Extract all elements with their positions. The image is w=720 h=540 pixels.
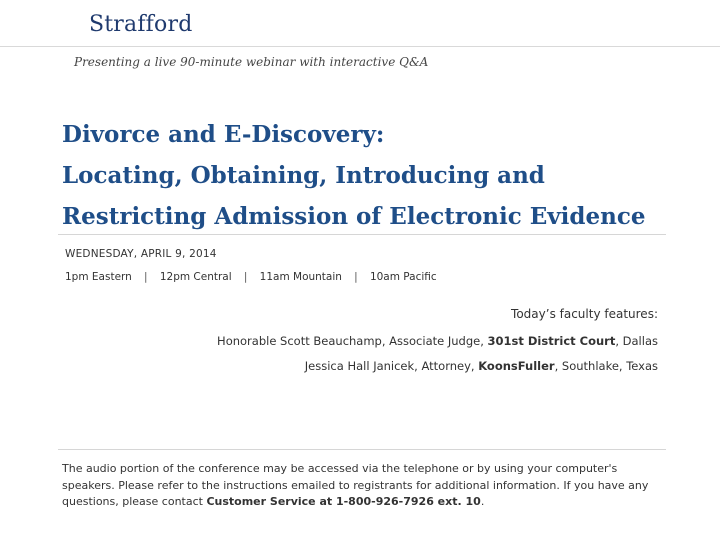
footer-divider (58, 449, 666, 450)
time-pacific: 10am Pacific (369, 271, 437, 283)
audio-instructions (62, 461, 662, 511)
webinar-date: WEDNESDAY, APRIL 9, 2014 (65, 248, 217, 260)
time-central: 12pm Central (159, 271, 232, 283)
title-line-2: Locating, Obtaining, Introducing and (62, 162, 545, 189)
customer-service-contact: Customer Service at 1-800-926-7926 ext. 10 (206, 495, 481, 508)
faculty-name-role: Jessica Hall Janicek, Attorney, (304, 359, 479, 373)
title-line-3: Restricting Admission of Electronic Evidence (62, 203, 646, 230)
header-divider (0, 46, 720, 47)
webinar-tagline: Presenting a live 90-minute webinar with interactive Q&A (74, 55, 429, 69)
time-separator: | (144, 271, 148, 283)
faculty-member (305, 359, 658, 373)
faculty-organization: KoonsFuller (478, 359, 555, 373)
time-separator: | (243, 271, 248, 283)
audio-instructions-end: . (480, 495, 485, 508)
faculty-name-role: Honorable Scott Beauchamp, Associate Judge, (217, 334, 488, 348)
faculty-location: , Dallas (615, 334, 658, 348)
faculty-location: , Southlake, Texas (554, 359, 658, 373)
webinar-times (65, 271, 437, 283)
title-line-1: Divorce and E-Discovery: (62, 121, 385, 148)
time-eastern: 1pm Eastern (65, 271, 132, 283)
time-mountain: 11am Mountain (259, 271, 342, 283)
strafford-logo: Strafford (89, 12, 193, 37)
audio-instructions-text: The audio portion of the conference may be accessed via the telephone or by using your computer's speakers. Please refer to the instructions emailed to registrants for additional information. If you have any questions, please contact (62, 462, 649, 508)
title-divider (58, 234, 666, 235)
faculty-heading: Today’s faculty features: (511, 307, 658, 321)
faculty-member (217, 334, 658, 348)
time-separator: | (354, 271, 358, 283)
webinar-title (62, 114, 702, 237)
faculty-organization: 301st District Court (487, 334, 616, 348)
